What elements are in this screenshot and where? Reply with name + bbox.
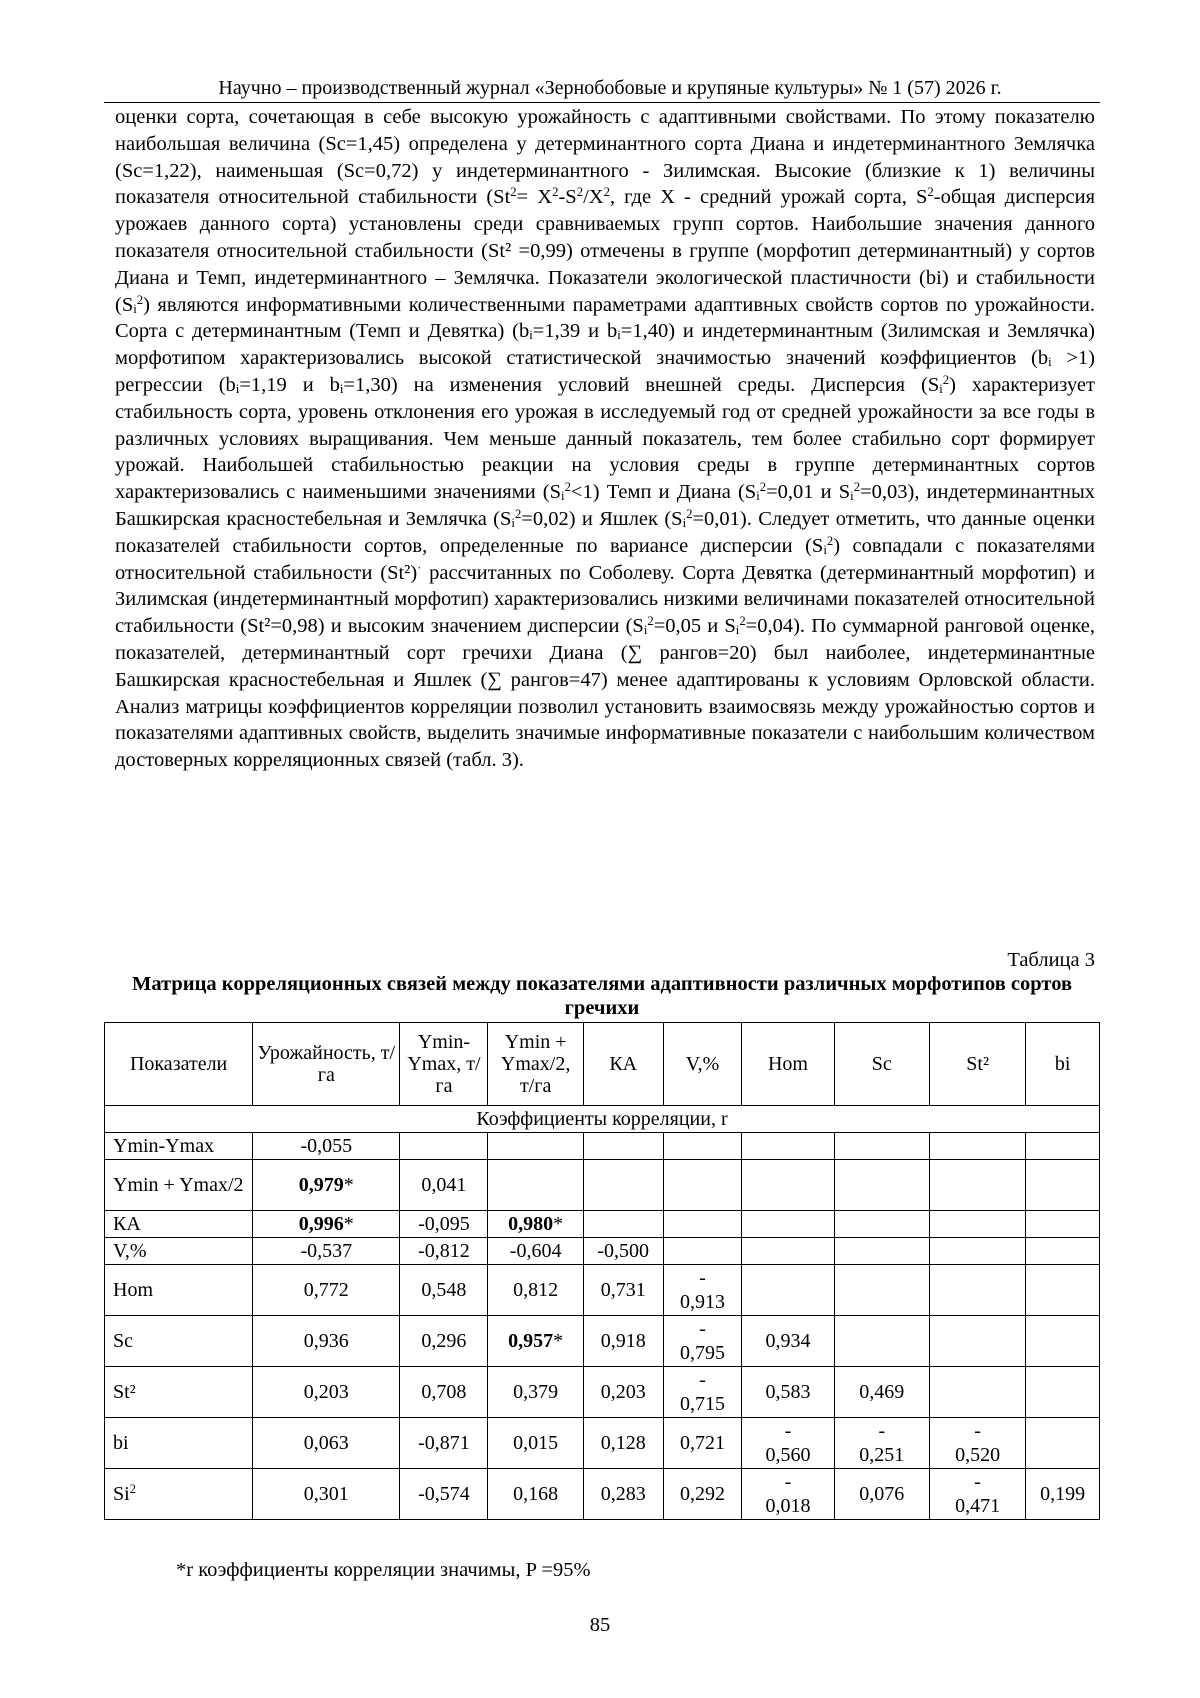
table-cell: 0,583 <box>742 1367 834 1418</box>
table-cell <box>1026 1238 1100 1265</box>
header-rule <box>104 102 1100 103</box>
table-cell <box>929 1211 1025 1238</box>
body-text <box>115 104 1095 774</box>
minus-sign: - <box>878 1420 886 1442</box>
table-cell <box>400 1133 488 1160</box>
table-cell <box>834 1418 929 1469</box>
table-cell <box>929 1316 1025 1367</box>
table-cell <box>929 1238 1025 1265</box>
minus-sign: - <box>784 1420 792 1442</box>
column-header: Sc <box>834 1023 929 1106</box>
table-cell <box>834 1160 929 1211</box>
table-cell: -0,604 <box>488 1238 583 1265</box>
table-cell <box>1026 1418 1100 1469</box>
row-label: V,% <box>105 1238 253 1265</box>
significance-star: * <box>553 1213 564 1235</box>
row-label: Ymin-Ymax <box>105 1133 253 1160</box>
minus-sign: - <box>784 1471 792 1493</box>
minus-sign: - <box>974 1420 981 1442</box>
table-cell <box>742 1211 834 1238</box>
table-cell <box>488 1160 583 1211</box>
table-cell: -0,055 <box>253 1133 400 1160</box>
table-label: Таблица 3 <box>1007 949 1095 971</box>
table-cell: -0,537 <box>253 1238 400 1265</box>
table-cell: 0,041 <box>400 1160 488 1211</box>
significance-star: * <box>553 1330 564 1352</box>
cell-value: 0,560 <box>765 1444 811 1466</box>
row-label: Sc <box>105 1316 253 1367</box>
cell-value: 0,520 <box>955 1444 1001 1466</box>
row-label: bi <box>105 1418 253 1469</box>
minus-sign: - <box>974 1471 981 1493</box>
table-cell: 0,283 <box>583 1469 663 1520</box>
table-row <box>105 1238 1100 1265</box>
table-cell: 0,918 <box>583 1316 663 1367</box>
significance-star: * <box>343 1213 354 1235</box>
table-cell: 0,076 <box>834 1469 929 1520</box>
table-cell <box>1026 1160 1100 1211</box>
cell-value: 0,715 <box>679 1393 725 1415</box>
column-header: Ymin-Ymax, т/га <box>400 1023 488 1106</box>
table-cell: 0,812 <box>488 1265 583 1316</box>
table-cell: 0,721 <box>663 1418 742 1469</box>
table-cell: 0,731 <box>583 1265 663 1316</box>
table-cell: 0,203 <box>253 1367 400 1418</box>
table-cell: 0,469 <box>834 1367 929 1418</box>
table-cell: 0,015 <box>488 1418 583 1469</box>
significant-value: 0,957 <box>508 1330 554 1352</box>
column-header: bi <box>1026 1023 1100 1106</box>
cell-value: 0,471 <box>955 1495 1001 1517</box>
table-cell: -0,500 <box>583 1238 663 1265</box>
table-cell: 0,292 <box>663 1469 742 1520</box>
table-cell <box>663 1367 742 1418</box>
table-cell <box>834 1265 929 1316</box>
table-cell: 0,934 <box>742 1316 834 1367</box>
table-cell <box>742 1133 834 1160</box>
table-cell: 0,199 <box>1026 1469 1100 1520</box>
column-header: V,% <box>663 1023 742 1106</box>
table-cell <box>488 1211 583 1238</box>
table-cell <box>929 1133 1025 1160</box>
table-header-row <box>105 1023 1100 1106</box>
table-cell <box>583 1133 663 1160</box>
row-label: St² <box>105 1367 253 1418</box>
table-row <box>105 1316 1100 1367</box>
table-cell <box>583 1160 663 1211</box>
column-header: Показатели <box>105 1023 253 1106</box>
table-row <box>105 1469 1100 1520</box>
table-cell <box>663 1211 742 1238</box>
table-cell <box>834 1133 929 1160</box>
table-cell: -0,095 <box>400 1211 488 1238</box>
table-cell <box>663 1265 742 1316</box>
table-cell <box>742 1238 834 1265</box>
table-cell <box>488 1316 583 1367</box>
table-cell <box>488 1133 583 1160</box>
table-cell <box>1026 1133 1100 1160</box>
table-cell <box>742 1418 834 1469</box>
table-footnote: *r коэффициенты корреляции значимы, P =95% <box>176 1559 591 1581</box>
table-cell <box>742 1265 834 1316</box>
table-cell: 0,168 <box>488 1469 583 1520</box>
page-number: 85 <box>589 1614 611 1636</box>
column-header: Урожайность, т/га <box>253 1023 400 1106</box>
cell-value: 0,251 <box>859 1444 905 1466</box>
subheader-cell: Коэффициенты корреляции, r <box>105 1106 1100 1133</box>
table-row <box>105 1265 1100 1316</box>
table-row <box>105 1211 1100 1238</box>
table-cell <box>834 1238 929 1265</box>
row-label: Hom <box>105 1265 253 1316</box>
table-title: Матрица корреляционных связей между показателями адаптивности различных морфотипов сортов гречихи <box>131 973 1073 1019</box>
table-cell <box>834 1211 929 1238</box>
column-header: St² <box>929 1023 1025 1106</box>
paragraph: оценки сорта, сочетающая в себе высокую урожайность с адаптивными свойствами. По этому показателю наибольшая величина (Sc=1,45) определена у детерминантного сорта Диана и индетерминантного Землячка (Sc=1,22), наименьшая (Sc=0,72) у индетерминантного - Зилимская. Высокие (близкие к 1) величины показателя относительной стабильности ($St^2= X^2-S^2/X^2$, где X - средний урожай сорта, $S^2$-общая дисперсия урожаев данного сорта) установлены среди сравниваемых групп сортов. Наибольшие значения данного показателя относительной стабильности (St² =0,99) отмечены в группе (морфотип детерминантный) у сортов Диана и Темп, индетерминантного – Землячка. Показатели экологической пластичности (bi) и стабильности $(S_i^2)$ являются информативными количественными параметрами адаптивных свойств сортов по урожайности. Сорта с детерминантным (Темп и Девятка) ($b_i=1,39$ и $b_i=1,40$) и индетерминантным (Зилимская и Землячка) морфотипом характеризовались высокой статистической значимостью значений коэффициентов $(b_i >1)$ регрессии ($b_i=1,19$ и $b_i=1,30$) на изменения условий внешней среды. Дисперсия $(S_i^2)$ характеризует стабильность сорта, уровень отклонения его урожая в исследуемый год от средней урожайности за все годы в различных условиях выращивания. Чем меньше данный показатель, тем более стабильно сорт формирует урожай. Наибольшей стабильностью реакции на условия среды в группе детерминантных сортов характеризовались с наименьшими значениями $(S_i^2<1)$ Темп и Диана ($S_i^2=0,01$ и $S_i^2=0,03$), индетерминантных Башкирская красностебельная и Землячка $(S_i^2=0,02)$ и Яшлек $(S_i^2=0,01)$. Следует отметить, что данные оценки показателей стабильности сортов, определенные по вариансе дисперсии $(S_i^2)$ совпадали с показателями относительной стабильности (St²)· рассчитанных по Соболеву. Сорта Девятка (детерминантный морфотип) и Зилимская (индетерминантный морфотип) характеризовались низкими величинами показателей относительной стабильности (St²=0,98) и высоким значением дисперсии ($S_i^2=0,05$ и $S_i^2=0,04$). По суммарной ранговой оценке, показателей, детерминантный сорт гречихи Диана (∑ рангов=20) был наиболее, индетерминантные Башкирская красностебельная и Яшлек (∑ рангов=47) менее адаптированы к условиям Орловской области. Анализ матрицы коэффициентов корреляции позволил установить взаимосвязь между урожайностью сортов и показателями адаптивных свойств, выделить значимые информативные показатели с наибольшим количеством достоверных корреляционных связей (табл. 3). <box>115 106 1095 772</box>
table-cell: 0,548 <box>400 1265 488 1316</box>
cell-value: 0,913 <box>679 1291 725 1313</box>
column-header: КА <box>583 1023 663 1106</box>
table-cell: 0,063 <box>253 1418 400 1469</box>
column-header: Ymin + Ymax/2, т/га <box>488 1023 583 1106</box>
table-cell <box>1026 1367 1100 1418</box>
running-header: Научно – производственный журнал «Зернобобовые и крупяные культуры» № 1 (57) 2026 г. <box>218 77 1002 99</box>
table-cell <box>663 1133 742 1160</box>
minus-sign: - <box>699 1267 706 1289</box>
table-cell: 0,296 <box>400 1316 488 1367</box>
correlation-table <box>104 1022 1100 1520</box>
table-row <box>105 1133 1100 1160</box>
table-cell <box>742 1469 834 1520</box>
table-cell: -0,871 <box>400 1418 488 1469</box>
table-cell <box>253 1211 400 1238</box>
table-cell <box>742 1160 834 1211</box>
table-row <box>105 1418 1100 1469</box>
significant-value: 0,980 <box>508 1213 554 1235</box>
table-cell <box>1026 1211 1100 1238</box>
table-cell: 0,128 <box>583 1418 663 1469</box>
row-label: Si$^2$ <box>105 1469 253 1520</box>
table-cell: -0,574 <box>400 1469 488 1520</box>
table-cell <box>929 1469 1025 1520</box>
cell-value: 0,018 <box>765 1495 811 1517</box>
table-subheader-row <box>105 1106 1100 1133</box>
table-cell: 0,772 <box>253 1265 400 1316</box>
minus-sign: - <box>699 1369 706 1391</box>
table-cell <box>929 1160 1025 1211</box>
table-cell <box>583 1211 663 1238</box>
table-cell: 0,379 <box>488 1367 583 1418</box>
row-label: Ymin + Ymax/2 <box>105 1160 253 1211</box>
table-cell <box>253 1160 400 1211</box>
table-cell: 0,936 <box>253 1316 400 1367</box>
significant-value: 0,979 <box>298 1174 344 1196</box>
table-cell: 0,301 <box>253 1469 400 1520</box>
minus-sign: - <box>699 1318 706 1340</box>
column-header: Hom <box>742 1023 834 1106</box>
table-cell <box>663 1238 742 1265</box>
table-cell: 0,708 <box>400 1367 488 1418</box>
table-cell <box>929 1265 1025 1316</box>
significance-star: * <box>343 1174 354 1196</box>
table-row <box>105 1160 1100 1211</box>
table-cell <box>834 1316 929 1367</box>
table-cell <box>1026 1316 1100 1367</box>
table-cell <box>929 1367 1025 1418</box>
table-cell: -0,812 <box>400 1238 488 1265</box>
cell-value: 0,795 <box>679 1342 725 1364</box>
table-cell <box>929 1418 1025 1469</box>
table-row <box>105 1367 1100 1418</box>
table-cell: 0,203 <box>583 1367 663 1418</box>
table-cell <box>663 1316 742 1367</box>
table-cell <box>663 1160 742 1211</box>
row-label: КА <box>105 1211 253 1238</box>
table-cell <box>1026 1265 1100 1316</box>
significant-value: 0,996 <box>298 1213 344 1235</box>
